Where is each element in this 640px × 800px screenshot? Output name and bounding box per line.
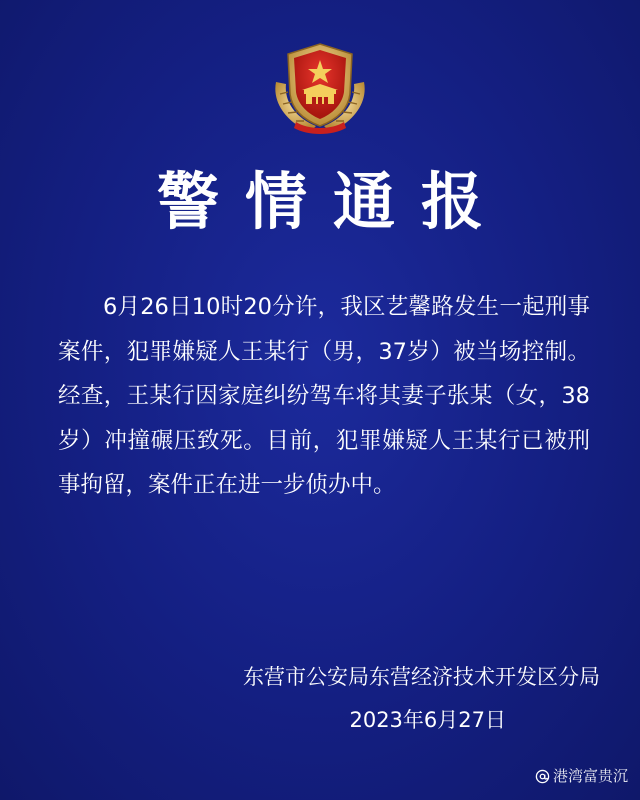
- notice-body: 6月26日10时20分许，我区艺馨路发生一起刑事案件，犯罪嫌疑人王某行（男，37岁）被当场控制。经查，王某行因家庭纠纷驾车将其妻子张某（女，38岁）冲撞碾压致死。目前，犯罪嫌疑人王某行已被刑事拘留，案件正在进一步侦办中。: [58, 294, 590, 498]
- watermark: [535, 766, 628, 786]
- at-icon: [535, 769, 550, 784]
- issuing-authority: 东营市公安局东营经济技术开发区分局: [243, 665, 600, 689]
- issue-date: 2023年6月27日: [349, 708, 506, 732]
- watermark-text: 港湾富贵沉: [552, 767, 628, 785]
- notice-title: 警情通报: [156, 165, 509, 238]
- police-emblem-icon: [266, 40, 374, 140]
